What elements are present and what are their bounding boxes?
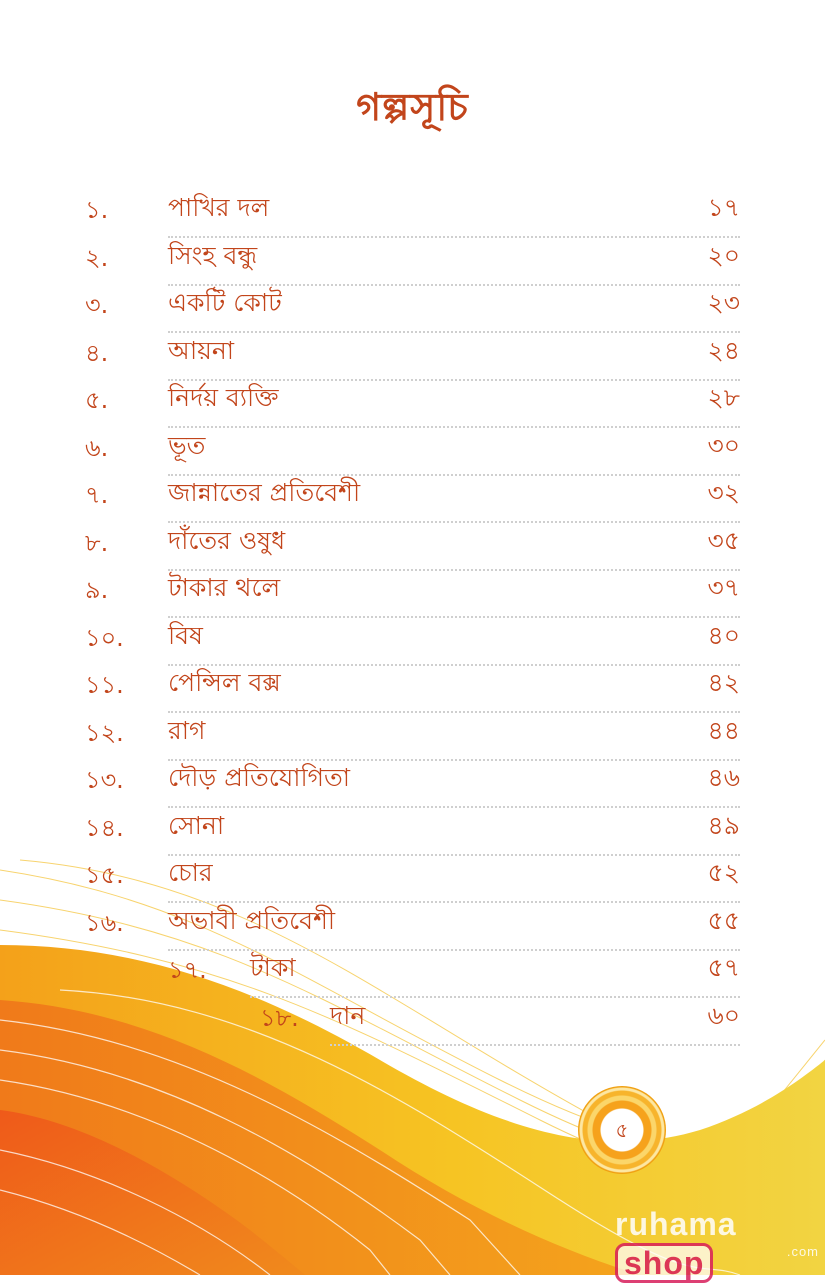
toc-title: জান্নাতের প্রতিবেশী — [168, 478, 361, 507]
toc-title: দৌড় প্রতিযোগিতা — [168, 763, 351, 792]
toc-row — [0, 858, 825, 903]
toc-entry — [168, 193, 740, 238]
toc-page: ৪৬ — [707, 763, 740, 792]
toc-entry — [168, 383, 740, 428]
toc-number: ৭. — [85, 481, 109, 509]
toc-row — [0, 668, 825, 713]
toc-entry — [168, 858, 740, 903]
toc-number: ১২. — [85, 718, 124, 747]
toc-page: ৪২ — [707, 668, 740, 697]
toc-number: ৪. — [85, 338, 109, 367]
toc-entry — [168, 810, 740, 856]
toc-number: ২. — [85, 243, 109, 272]
toc-title: আয়না — [168, 335, 235, 365]
toc-title: টাকা — [250, 953, 296, 982]
toc-title: ভূত — [168, 430, 206, 460]
toc-page: ৫৭ — [707, 953, 740, 982]
toc-entry — [168, 525, 740, 571]
toc-entry — [168, 478, 740, 523]
toc-entry — [168, 620, 740, 666]
toc-title: পেন্সিল বক্স — [168, 668, 281, 697]
toc-title: বিষ — [168, 620, 203, 650]
watermark-domain: .com — [786, 1244, 819, 1259]
toc-entry — [168, 430, 740, 476]
toc-number: ১৮. — [260, 1003, 299, 1032]
toc-entry — [168, 763, 740, 808]
toc-row — [0, 383, 825, 428]
toc-row — [0, 193, 825, 238]
toc-number: ১৬. — [85, 908, 124, 937]
toc-row — [0, 953, 825, 998]
toc-number: ১৪. — [85, 813, 124, 842]
toc-page: ২৩ — [707, 288, 740, 317]
watermark-logo — [615, 1206, 825, 1283]
toc-page: ৪০ — [707, 620, 740, 650]
toc-title: টাকার থলে — [168, 573, 281, 602]
toc-entry — [168, 668, 740, 713]
toc-page: ৩৭ — [707, 573, 740, 602]
page-number-badge — [578, 1086, 666, 1174]
toc-row — [0, 573, 825, 618]
toc-number: ৯. — [85, 576, 109, 604]
toc-row — [0, 478, 825, 523]
toc-entry — [168, 573, 740, 618]
toc-row — [0, 240, 825, 286]
toc-title: সোনা — [168, 810, 225, 840]
watermark-brand-box: shop — [615, 1243, 713, 1283]
toc-page: ৪৯ — [707, 810, 740, 840]
toc-page: ২০ — [707, 240, 740, 270]
toc-row — [0, 810, 825, 856]
toc-title: দান — [330, 1000, 366, 1030]
toc-page: ২৮ — [707, 383, 740, 412]
toc-entry — [168, 288, 740, 333]
toc-number: ৬. — [85, 433, 109, 462]
toc-number: ৩. — [85, 291, 109, 319]
toc-entry — [168, 905, 740, 951]
toc-row — [0, 430, 825, 476]
toc-page: ৪৪ — [707, 715, 740, 745]
toc-entry — [168, 240, 740, 286]
toc-title: সিংহ বন্ধু — [168, 240, 258, 270]
toc-page: ৬০ — [707, 1000, 740, 1030]
toc-number: ১০. — [85, 623, 124, 652]
page-title: গল্পসূচি — [356, 85, 469, 129]
toc-number: ১. — [85, 196, 109, 224]
toc-number: ৮. — [85, 528, 109, 557]
toc-row — [0, 763, 825, 808]
toc-number: ১১. — [85, 671, 124, 699]
page-number: ৫ — [615, 1118, 629, 1142]
toc-row — [0, 905, 825, 951]
toc-row — [0, 1000, 825, 1046]
toc-title: রাগ — [168, 715, 206, 745]
toc-page: ৩০ — [707, 430, 740, 460]
toc-page: ৩৫ — [707, 525, 740, 555]
toc-page: ১৭ — [707, 193, 740, 222]
toc-title: চোর — [168, 858, 213, 887]
toc-number: ১৩. — [85, 766, 124, 794]
toc-row — [0, 288, 825, 333]
toc-row — [0, 525, 825, 571]
toc-entry — [168, 335, 740, 381]
toc-number: ১৭. — [168, 956, 207, 984]
toc-page: ৫২ — [707, 858, 740, 887]
toc-entry — [330, 1000, 740, 1046]
toc-number: ১৫. — [85, 861, 124, 889]
toc-row — [0, 715, 825, 761]
toc-title: একটি কোট — [168, 288, 282, 317]
toc-entry — [168, 715, 740, 761]
toc-row — [0, 335, 825, 381]
toc-number: ৫. — [85, 386, 109, 414]
toc-row — [0, 620, 825, 666]
toc-title: অভাবী প্রতিবেশী — [168, 905, 336, 935]
toc-page: ৫৫ — [707, 905, 740, 935]
toc-entry — [250, 953, 740, 998]
toc-page: ২৪ — [707, 335, 740, 365]
watermark-brand: ruhama — [615, 1206, 737, 1242]
toc-title: নির্দয় ব্যক্তি — [168, 383, 279, 412]
toc-title: পাখির দল — [168, 193, 270, 222]
toc-title: দাঁতের ওষুধ — [168, 525, 286, 555]
toc-page: ৩২ — [707, 478, 740, 507]
